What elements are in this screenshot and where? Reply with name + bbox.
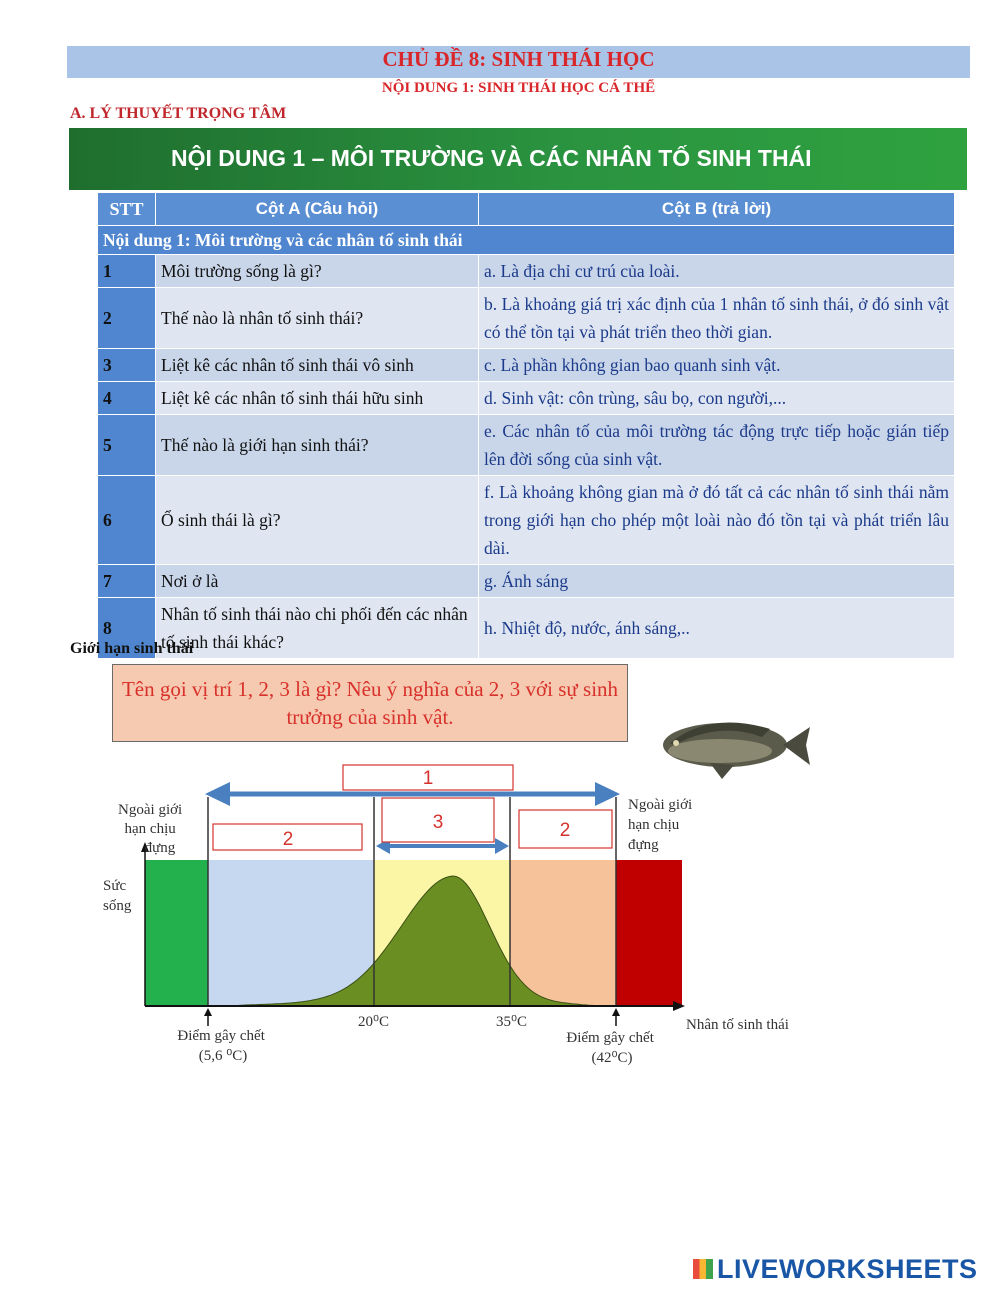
row-number: 7 [98,565,156,598]
answer-cell: b. Là khoảng giá trị xác định của 1 nhân tố sinh thái, ở đó sinh vật có thể tồn tại và phát triển theo thời gian. [479,288,955,349]
outside-limit-left [118,802,186,856]
outside-left-line1: Ngoài giới [118,802,183,818]
row-number: 1 [98,255,156,288]
question-cell: Nhân tố sinh thái nào chi phối đến các nhân tố sinh thái khác? [156,598,479,659]
row-number: 2 [98,288,156,349]
answer-cell: a. Là địa chỉ cư trú của loài. [479,255,955,288]
header-stt: STT [98,193,156,226]
outside-right-line2: hạn chịu [628,817,680,833]
label-box-1-text: 1 [422,768,434,789]
zone-stress-right [510,860,616,1006]
tick-35c: 35⁰C [496,1014,528,1030]
label-box-2-left-text: 2 [282,829,294,850]
death-right-line1: Điểm gây chết [566,1030,654,1046]
question-cell: Nơi ở là [156,565,479,598]
page-title: CHỦ ĐỀ 8: SINH THÁI HỌC [382,47,655,71]
answer-cell: e. Các nhân tố của môi trường tác động trực tiếp hoặc gián tiếp lên đời sống của sinh vật. [479,415,955,476]
group-label: Nội dung 1: Môi trường và các nhân tố sinh thái [98,226,955,255]
outside-right-line1: Ngoài giới [628,797,693,813]
label-box-3-text: 3 [432,812,444,833]
answer-cell: h. Nhiệt độ, nước, ánh sáng,.. [479,598,955,659]
question-cell: Liệt kê các nhân tố sinh thái vô sinh [156,349,479,382]
question-cell: Thế nào là nhân tố sinh thái? [156,288,479,349]
outside-left-line3: đựng [144,840,176,856]
outside-limit-right [628,797,696,853]
header-col-b: Cột B (trả lời) [479,193,955,226]
fish-illustration [663,723,810,779]
x-axis-label: Nhân tố sinh thái [686,1017,789,1033]
death-left-line1: Điểm gây chết [177,1028,265,1044]
outside-right-line3: đựng [628,837,659,853]
y-axis-label [103,878,132,914]
question-cell: Thế nào là giới hạn sinh thái? [156,415,479,476]
content-banner: NỘI DUNG 1 – MÔI TRƯỜNG VÀ CÁC NHÂN TỐ SINH THÁI [69,128,967,190]
question-cell: Môi trường sống là gì? [156,255,479,288]
death-point-left [177,1028,268,1064]
zone-outside-left [145,860,208,1006]
y-label-line2: sống [103,898,132,914]
death-left-arrowhead [204,1008,212,1016]
header-col-a: Cột A (Câu hỏi) [156,193,479,226]
brand-logo [693,1254,978,1285]
table-row [98,349,955,382]
table-row [98,382,955,415]
question-cell: Liệt kê các nhân tố sinh thái hữu sinh [156,382,479,415]
label-box-2-right-text: 2 [559,820,571,841]
brand-mark-icon [693,1259,713,1279]
answer-cell: c. Là phần không gian bao quanh sinh vật. [479,349,955,382]
table-row [98,415,955,476]
tick-20c: 20⁰C [358,1014,390,1030]
answer-cell: g. Ánh sáng [479,565,955,598]
question-cell: Ổ sinh thái là gì? [156,476,479,565]
range-arrow-3-right-head [495,838,509,854]
death-right-arrowhead [612,1008,620,1016]
table-row [98,476,955,565]
zone-stress-left [208,860,374,1006]
table-row [98,288,955,349]
death-point-right [566,1030,657,1066]
answer-cell: d. Sinh vật: côn trùng, sâu bọ, con người,... [479,382,955,415]
row-number: 6 [98,476,156,565]
table-row [98,255,955,288]
row-number: 5 [98,415,156,476]
section-heading: A. LÝ THUYẾT TRỌNG TÂM [70,105,287,122]
question-box: Tên gọi vị trí 1, 2, 3 là gì? Nêu ý nghĩa của 2, 3 với sự sinh trưởng của sinh vật. [112,664,628,742]
death-right-line2: (42⁰C) [591,1050,633,1066]
table-header-row [98,193,955,226]
answer-cell: f. Là khoảng không gian mà ở đó tất cả các nhân tố sinh thái nằm trong giới hạn cho phép một loài nào đó tồn tại và phát triển lâu dài. [479,476,955,565]
death-left-line2: (5,6 ⁰C) [198,1048,248,1064]
brand-text: LIVEWORKSHEETS [717,1254,978,1284]
row-number: 4 [98,382,156,415]
row-number: 3 [98,349,156,382]
matching-table [97,192,955,659]
figure-caption: Giới hạn sinh thái [70,640,194,657]
outside-left-line2: hạn chịu [124,821,176,837]
ecological-limit-chart [100,700,840,1070]
table-row [98,598,955,659]
group-row [98,226,955,255]
row-number: 8 [98,598,156,659]
y-label-line1: Sức [103,878,127,894]
zone-outside-right [616,860,682,1006]
page-subtitle: NỘI DUNG 1: SINH THÁI HỌC CÁ THỂ [381,80,656,96]
table-row [98,565,955,598]
